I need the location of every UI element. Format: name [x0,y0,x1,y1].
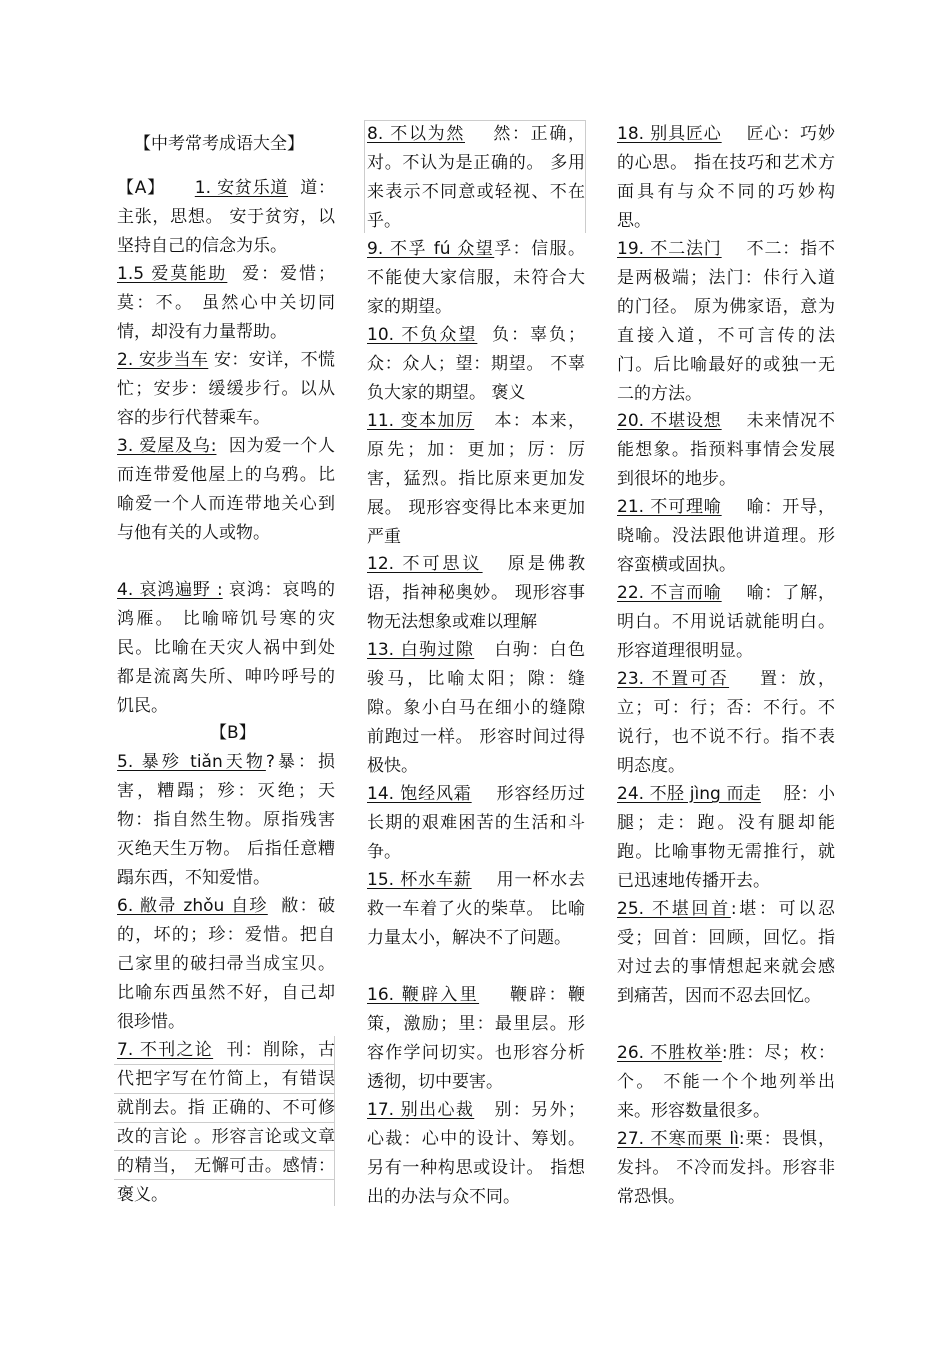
entry-head: 1. 安贫乐道 [194,178,289,198]
entry-head: 6. 敝帚 zhǒu 自珍 [117,896,268,916]
entry-head: 8. 不以为然 [367,124,465,144]
entry-body: 鞭辟：鞭策，激励；里：最里层。形容作学问切实。也形容分析透彻，切中要害。 [367,985,585,1092]
entry-9 [367,235,585,322]
entry-25 [617,895,835,1011]
entry-head: 15. 杯水车薪 [367,870,472,890]
entry-head: 1.5 爱莫能助 [117,264,228,284]
entry-20 [617,407,835,494]
page-title: 【中考常考成语大全】 [134,134,304,154]
entry-head: 16. 鞭辟入里 [367,985,480,1005]
entry-body: 别：另外；心裁：心中的设计、筹划。另有一种构思或设计。 指想出的办法与众不同。 [367,1100,585,1207]
entry-19 [617,235,835,409]
entry-head: 13. 白驹过隙 [367,640,475,660]
entry-head: 14. 饱经风霜 [367,784,472,804]
entry-body: 未来情况不能想象。指预料事情会发展到很坏的地步。 [617,411,835,489]
entry-10 [367,321,585,408]
entry-head: 22. 不言而喻 [617,583,722,603]
entry-body: 哀鸿：哀鸣的鸿雁。 比喻啼饥号寒的灾民。比喻在天灾人祸中到处都是流离失所、呻吟呼号的饥民。 [117,580,336,716]
entry-body: 胫：小腿；走：跑。没有腿却能跑。比喻事物无需推行，就已迅速地传播开去。 [617,784,835,891]
entry-6 [117,892,335,1037]
section-b-label: 【B】 [210,723,256,743]
section-a-label: 【A】 [117,178,165,198]
entry-head: 2. 安步当车 [117,350,209,370]
entry-8 [367,120,585,236]
entry-12 [367,550,585,637]
entry-body: 敝：破的，坏的；珍：爱惜。把自己家里的破扫帚当成宝贝。比喻东西虽然不好，自己却很珍惜。 [117,896,336,1032]
entry-3 [117,432,335,548]
entry-body: 喻：开导，晓喻。没法跟他讲道理。形容蛮横或固执。 [617,497,835,575]
entry-23 [617,665,835,781]
entry-body: 然：正确，对。不认为是正确的。 多用来表示不同意或轻视、不在乎。 [367,124,586,231]
entry-body: 孚：信服。不能使大家信服，未符合大家的期望。 [367,239,585,317]
entry-26 [617,1039,835,1126]
entry-head: 19. 不二法门 [617,239,722,259]
entry-body: 原是佛教语，指神秘奥妙。 现形容事物无法想象或难以理解 [367,554,585,632]
entry-1-5 [117,260,335,347]
entry-head: 27. 不寒而栗 lì [617,1129,739,1149]
entry-24 [617,780,835,896]
entry-2 [117,346,335,433]
entry-head: 5. 暴殄 tiǎn天物 [117,752,266,772]
entry-14 [367,780,585,867]
entry-body: ?暴：损害，糟蹋；殄：灭绝；天物：指自然生物。原指残害灭绝天生万物。 后指任意糟蹋东西，不知爱惜。 [117,752,335,888]
entry-body: 刊：削除，古代把字写在竹简上，有错误就削去。指 正确的、不可修改的言论 。形容言论或文章的精当， 无懈可击。感情： 褒义。 [117,1040,335,1205]
entry-head: 4. 哀鸿遍野 : [117,580,223,600]
entry-body: 道：主张，思想。 安于贫穷，以坚持自己的信念为乐。 [117,178,336,256]
entry-body: 不二：指不是两极端；法门：佧行入道的门径。 原为佛家语，意为直接入道，不可言传的法门。后比喻最好的或独一无二的方法。 [617,239,835,404]
entry-body: 爱：爱惜；莫：不。 虽然心中关切同情，却没有力量帮助。 [117,264,335,342]
entry-body: 安：安详，不慌忙；安步：缓缓步行。以从容的步行代替乘车。 [117,350,336,428]
entry-1 [117,174,335,261]
entry-body: 用一杯水去救一车着了火的柴草。 比喻力量太小，解决不了问题。 [367,870,585,948]
entry-head: 20. 不堪设想 [617,411,722,431]
entry-body: 匠心：巧妙的心思。 指在技巧和艺术方面具有与众不同的巧妙构思。 [617,124,835,231]
entry-head: 7. 不刊之论 [117,1040,214,1060]
entry-21 [617,493,835,580]
entry-11 [367,407,585,552]
entry-body: 喻：了解，明白。不用说话就能明白。形容道理很明显。 [617,583,835,661]
entry-head: 18. 别具匠心 [617,124,722,144]
entry-body: :堪：可以忍受；回首：回顾，回忆。指对过去的事情想起来就会感到痛苦，因而不忍去回忆。 [617,899,835,1006]
entry-head: 10. 不负众望 [367,325,478,345]
entry-17 [367,1096,585,1212]
entry-body: :胜：尽；枚：个。 不能一个个地列举出来。形容数量很多。 [617,1043,835,1121]
entry-head: 11. 变本加厉 [367,411,475,431]
entry-body: 置：放，立；可：行；否：不行。不说行，也不说不行。指不表明态度。 [617,669,835,776]
entry-head: 3. 爱屋及乌: [117,436,217,456]
entry-head: 12. 不可思议 [367,554,483,574]
entry-4 [117,576,335,721]
entry-body: 因为爱一个人而连带爱他屋上的乌鸦。比喻爱一个人而连带地关心到与他有关的人或物。 [117,436,336,543]
entry-7 [117,1036,335,1210]
entry-body: 白驹：白色骏马，比喻太阳；隙：缝隙。象小白马在细小的缝隙前跑过一样。 形容时间过得极快。 [367,640,585,776]
entry-head: 23. 不置可否 [617,669,730,689]
entry-18 [617,120,835,236]
entry-15 [367,866,585,953]
entry-head: 9. 不孚 fú 众望 [367,239,495,259]
entry-body: :栗：畏惧，发抖。 不冷而发抖。形容非常恐惧。 [617,1129,835,1207]
entry-head: 17. 别出心裁 [367,1100,475,1120]
entry-head: 21. 不可理喻 [617,497,722,517]
entry-head: 26. 不胜枚举 [617,1043,722,1063]
entry-22 [617,579,835,666]
entry-27 [617,1125,835,1212]
entry-16 [367,981,585,1097]
entry-body: 形容经历过长期的艰难困苦的生活和斗争。 [367,784,585,862]
entry-head: 24. 不胫 jìng 而走 [617,784,761,804]
entry-13 [367,636,585,781]
entry-5 [117,748,335,893]
entry-head: 25. 不堪回首 [617,899,731,919]
entry-body: 负：辜负；众：众人；望：期望。 不辜负大家的期望。 褒义 [367,325,585,403]
entry-body: 本：本来，原先；加：更加；厉：厉害，猛烈。指比原来更加发展。 现形容变得比本来更加严重 [367,411,585,547]
